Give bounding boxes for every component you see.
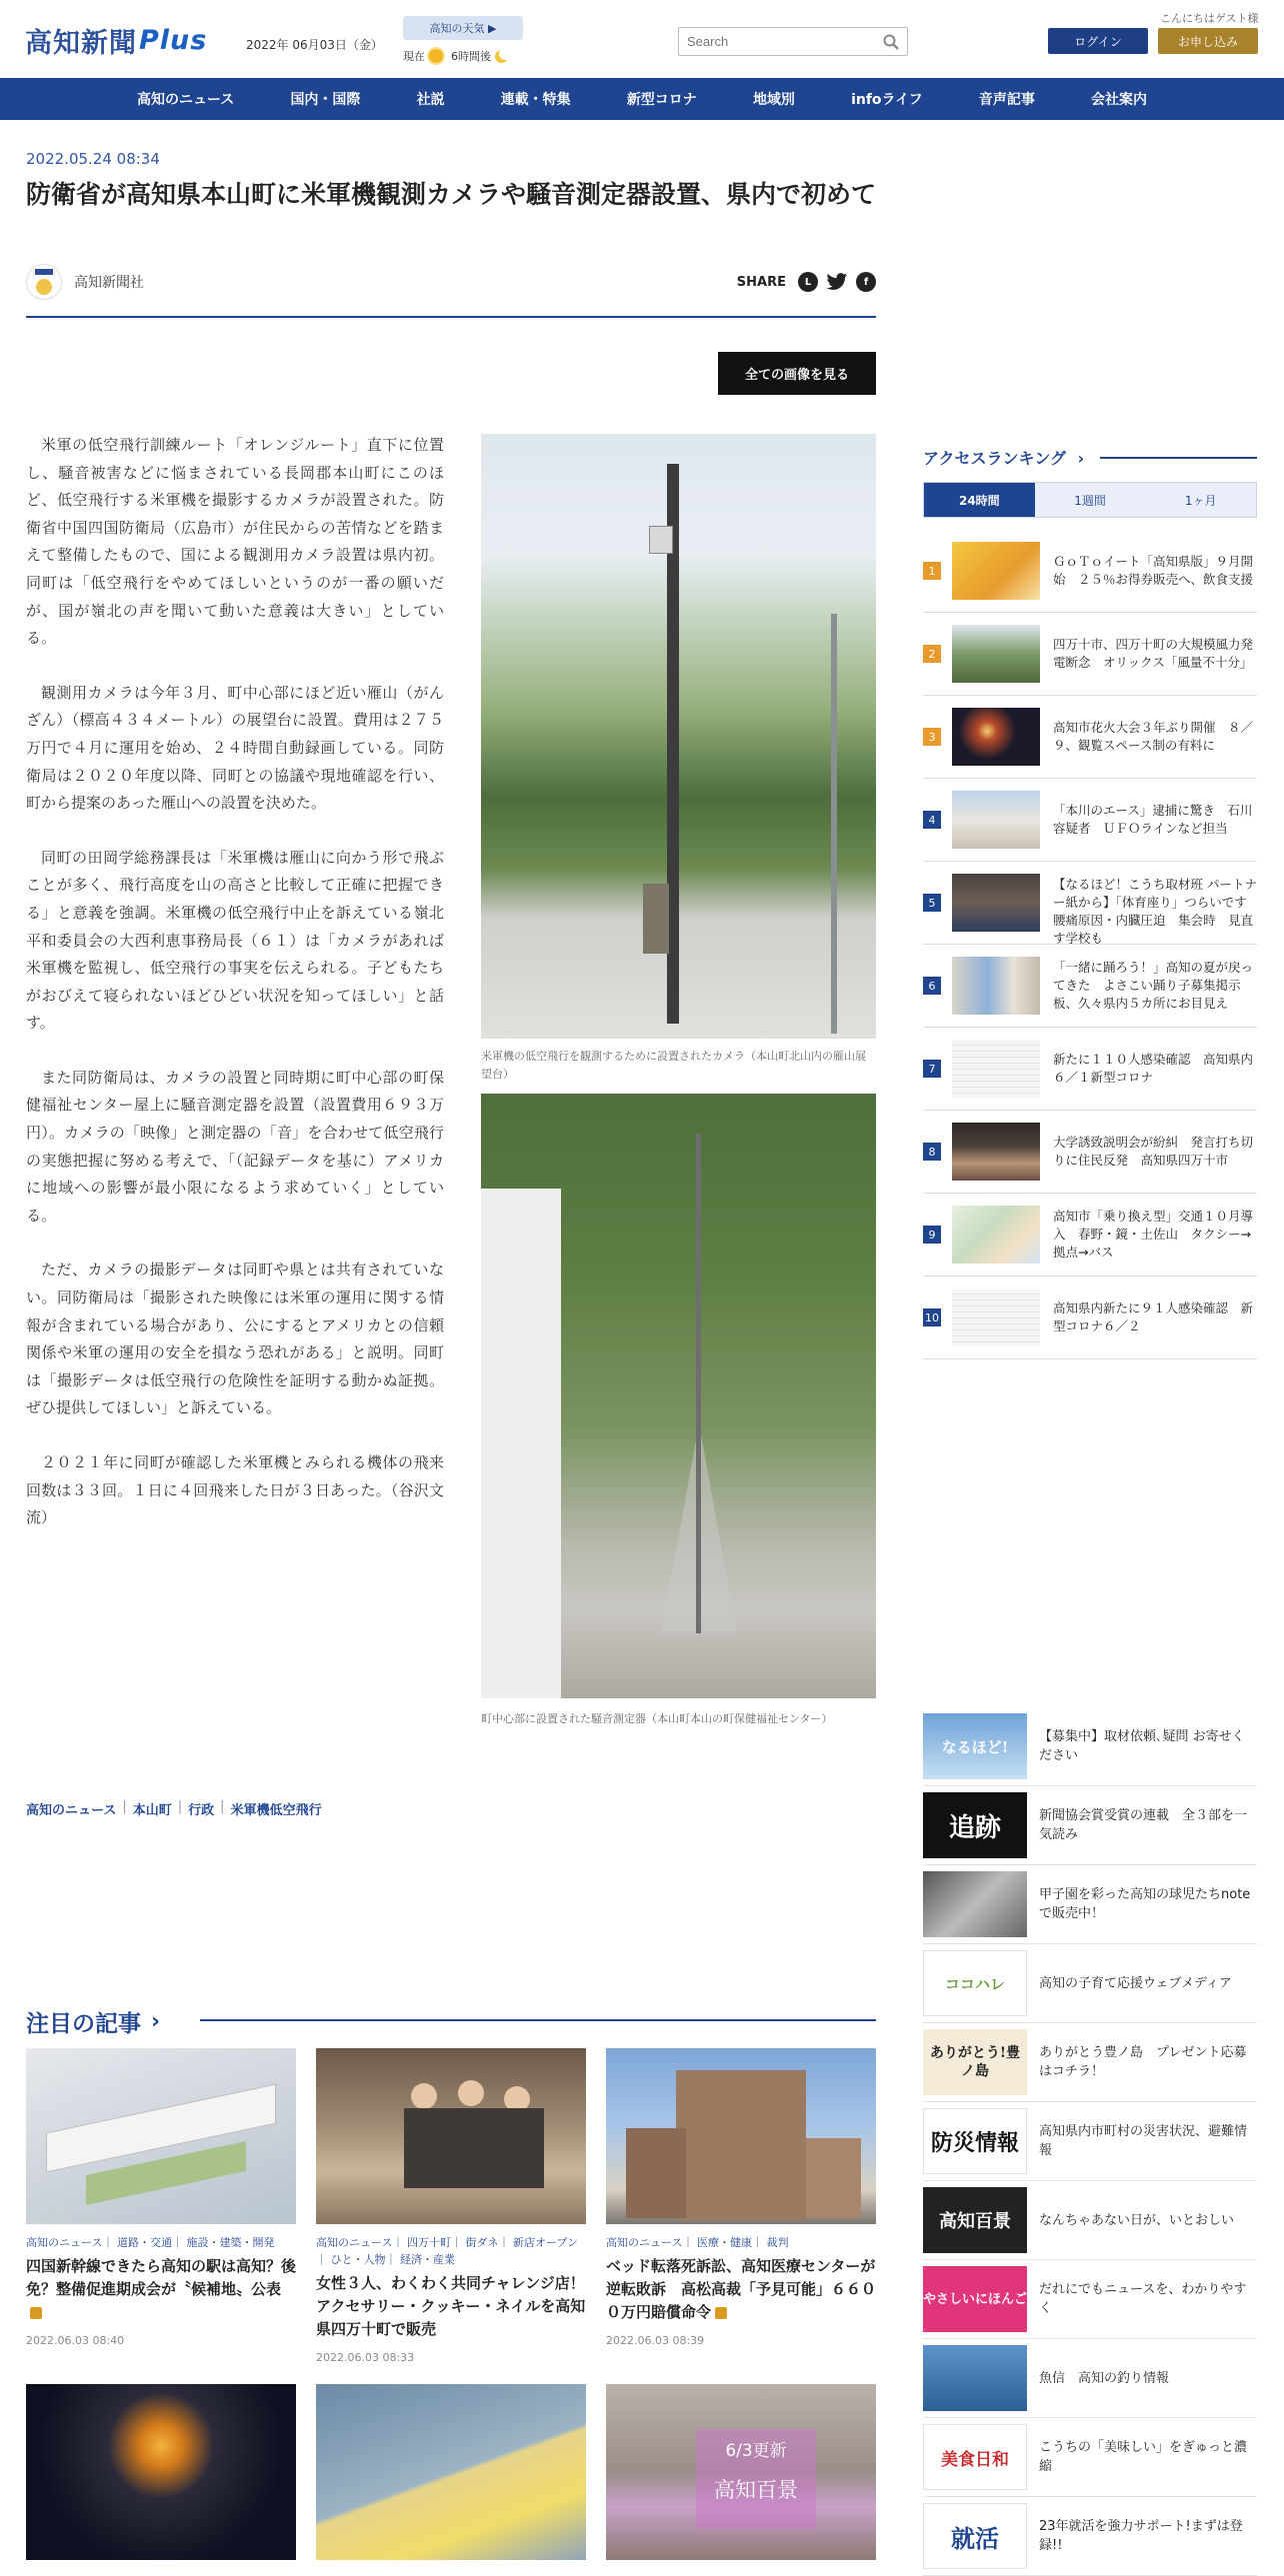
article-date: 2022.05.24 08:34	[26, 150, 160, 168]
banner-text: 高知県内市町村の災害状況、避難情報	[1039, 2124, 1248, 2158]
photo-electric-box	[643, 884, 669, 954]
banner-text: だれにでもニュースを、わかりやすく	[1039, 2282, 1247, 2316]
ranking-thumbnail	[952, 957, 1040, 1015]
featured-card[interactable]	[316, 2048, 586, 2364]
ranking-item[interactable]	[923, 1111, 1257, 1194]
banner-item[interactable]	[923, 2260, 1257, 2339]
banner-list	[923, 1707, 1257, 2576]
banner-thumbnail: なるほど!	[923, 1713, 1027, 1779]
rank-number: 6	[923, 977, 941, 995]
weather-later-label: 6時間後	[451, 50, 491, 63]
featured-card-image	[316, 2048, 586, 2224]
ranking-title: 「本川のエース」逮捕に驚き 石川容疑者 ＵＦＯラインなど担当	[1053, 803, 1253, 836]
logo-main: 高知新聞	[25, 27, 137, 59]
lock-icon	[30, 2307, 42, 2319]
banner-text: なんちゃあない日が、いとおしい	[1039, 2212, 1235, 2228]
tag-link[interactable]: 高知のニュース	[26, 1803, 117, 1818]
ranking-thumbnail	[952, 708, 1040, 766]
site-header	[0, 0, 1284, 78]
ranking-thumbnail	[952, 542, 1040, 600]
ranking-title: ＧｏＴｏイート「高知県版」９月開始 ２５％お得券販売へ、飲食支援	[1053, 554, 1254, 587]
rank-number: 5	[923, 894, 941, 912]
article-paragraph: 米軍の低空飛行訓練ルート「オレンジルート」直下に位置し、騒音被害などに悩まされている長岡郡本山町にこのほど、低空飛行する米軍機を撮影するカメラが設置された。防衛省中国四国防衛局（広島市）が住民からの苦情などを踏まえて整備したもので、国による観測用カメラ設置は県内初。同町は「低空飛行をやめてほしいというのが一番の願いだが、国が嶺北の声を聞いて動いた意義は大きい」としている。	[26, 436, 444, 648]
banner-text: 新聞協会賞受賞の連載 全３部を一気読み	[1039, 1808, 1248, 1842]
featured-card-categories: 高知のニュース｜ 道路・交通｜ 施設・建築・開発	[26, 2236, 275, 2249]
photo-pole	[831, 614, 837, 1034]
tab-24h[interactable]: 24時間	[924, 483, 1035, 517]
banner-item[interactable]	[923, 2497, 1257, 2576]
ranking-title: 高知県内新たに９１人感染確認 新型コロナ６／２	[1053, 1300, 1254, 1333]
article-photo-camera[interactable]	[481, 434, 876, 1039]
ranking-item[interactable]	[923, 945, 1257, 1028]
logo-plus: Plus	[139, 24, 208, 56]
ranking-heading[interactable]	[923, 446, 1084, 469]
card-overlay-update: 6/3更新	[725, 2441, 787, 2461]
featured-card[interactable]	[26, 2048, 296, 2347]
featured-heading[interactable]	[26, 2005, 160, 2038]
nav-item-kochi-news[interactable]: 高知のニュース	[137, 92, 235, 108]
sun-icon	[429, 49, 443, 63]
rank-number: 10	[923, 1308, 941, 1326]
banner-thumbnail: 就活	[923, 2503, 1027, 2569]
featured-heading-label: 注目の記事	[26, 2011, 141, 2037]
banner-item[interactable]	[923, 1786, 1257, 1865]
share-bar	[737, 272, 876, 292]
nav-item-region[interactable]: 地域別	[752, 92, 795, 108]
tab-1week[interactable]: 1週間	[1035, 483, 1146, 517]
banner-item[interactable]	[923, 2339, 1257, 2418]
nav-item-info-life[interactable]: infoライフ	[851, 92, 923, 108]
ranking-title: 大学誘致説明会が紛糾 発言打ち切りに住民反発 高知県四万十市	[1053, 1135, 1254, 1168]
header-date: 2022年 06月03日（金）	[246, 38, 383, 52]
ranking-heading-label: アクセスランキング	[923, 449, 1067, 468]
lock-icon	[715, 2307, 727, 2319]
search-box	[678, 27, 908, 56]
featured-card-categories: 高知のニュース｜ 医療・健康｜ 裁判	[606, 2236, 789, 2249]
featured-card[interactable]	[316, 2384, 586, 2560]
tag-separator: |	[122, 1799, 127, 1814]
banner-item[interactable]	[923, 1707, 1257, 1786]
ranking-title: 高知市花火大会３年ぶり開催 ８／９、観覧スペース制の有料に	[1053, 720, 1254, 753]
tag-link[interactable]: 本山町	[132, 1803, 172, 1818]
featured-card-title-text: ベッド転落死訴訟、高知医療センターが逆転敗訴 高松高裁「予見可能」６６００万円賠償命令	[606, 2257, 877, 2321]
banner-item[interactable]	[923, 1944, 1257, 2023]
article-tags	[26, 1799, 322, 1818]
ranking-thumbnail	[952, 791, 1040, 849]
banner-thumbnail: 防災情報	[923, 2108, 1027, 2174]
banner-thumbnail: 高知百景	[923, 2187, 1027, 2253]
nav-item-covid[interactable]: 新型コロナ	[626, 92, 697, 108]
banner-thumbnail: 美食日和	[923, 2424, 1027, 2490]
line-share-icon[interactable]: L	[798, 272, 818, 292]
publisher-logo-icon	[26, 264, 62, 300]
banner-thumbnail: ありがとう!豊ノ島	[923, 2029, 1027, 2095]
ranking-item[interactable]	[923, 1194, 1257, 1277]
featured-card-title	[316, 2272, 586, 2341]
rank-number: 1	[923, 562, 941, 580]
banner-item[interactable]	[923, 2181, 1257, 2260]
weather-forecast	[403, 48, 508, 64]
nav-item-company[interactable]: 会社案内	[1090, 92, 1147, 108]
banner-text: 甲子園を彩った高知の球児たちnoteで販売中！	[1039, 1887, 1251, 1921]
moon-icon	[495, 50, 508, 63]
rank-number: 9	[923, 1226, 941, 1244]
banner-thumbnail	[923, 1871, 1027, 1937]
login-button[interactable]: ログイン	[1048, 28, 1148, 54]
banner-text: こうちの「美味しい」をぎゅっと濃縮	[1039, 2440, 1248, 2474]
featured-card-date: 2022.06.03 08:40	[26, 2334, 125, 2347]
ranking-item[interactable]	[923, 1028, 1257, 1111]
article-title: 防衛省が高知県本山町に米軍機観測カメラや騒音測定器設置、県内で初めて	[26, 180, 877, 209]
featured-card-date: 2022.06.03 08:39	[606, 2334, 705, 2347]
ranking-item[interactable]	[923, 613, 1257, 696]
article-paragraph: ２０２１年に同町が確認した米軍機とみられる機体の飛来回数は３３回。１日に４回飛来した日が３日あった。（谷沢文流）	[26, 1453, 444, 1527]
banner-thumbnail: 追跡	[923, 1792, 1027, 1858]
banner-thumbnail: ココハレ	[923, 1950, 1027, 2016]
ranking-thumbnail	[952, 1288, 1040, 1346]
chevron-right-icon: ›	[151, 2009, 161, 2034]
ranking-thumbnail	[952, 1123, 1040, 1181]
ranking-list	[923, 530, 1260, 1359]
featured-card-categories: 高知のニュース｜ 四万十町｜ 街ダネ｜ 新店オープン｜ ひと・人物｜ 経済・産業	[316, 2236, 578, 2266]
photo-meter-mast	[696, 1134, 701, 1633]
ranking-item[interactable]	[923, 696, 1257, 779]
featured-card-image	[316, 2384, 586, 2560]
featured-divider	[200, 2019, 876, 2021]
featured-card-image	[606, 2384, 876, 2560]
rank-number: 2	[923, 645, 941, 663]
nav-item-domestic-intl[interactable]: 国内・国際	[290, 92, 361, 108]
featured-card-title	[26, 2255, 296, 2324]
article-divider	[26, 316, 876, 318]
ranking-title: 「一緒に踊ろう！」高知の夏が戻ってきた よさこい踊り子募集掲示板、久々県内５カ所にお目見え	[1053, 960, 1254, 1011]
banner-text: 23年就活を強力サポート!まずは登録!!	[1039, 2519, 1243, 2553]
ranking-title: 高知市「乗り換え型」交通１０月導入 春野・鏡・土佐山 タクシー→拠点→バス	[1053, 1209, 1254, 1260]
ranking-item[interactable]	[923, 779, 1257, 862]
article-paragraph: 観測用カメラは今年３月、町中心部にほど近い雁山（がんざん）（標高４３４メートル）の展望台に設置。費用は２７５万円で４月に運用を始め、２４時間自動録画している。同防衛局は２０２０年度以降、同町との協議や現地確認を行い、町から提案のあった雁山への設置を決めた。	[26, 683, 444, 813]
nav-item-editorial[interactable]: 社説	[416, 92, 445, 108]
rank-number: 3	[923, 728, 941, 746]
weather-link[interactable]: 高知の天気 ▶	[403, 16, 523, 40]
featured-card-image	[26, 2384, 296, 2560]
tab-1month[interactable]: 1ヶ月	[1145, 483, 1256, 517]
tag-link[interactable]: 米軍機低空飛行	[230, 1803, 322, 1818]
ranking-title: 【なるほど！こうち取材班 パートナー紙から】「体育座り」つらいです 腰痛原因・内臓圧迫 集会時 見直す学校も	[1053, 877, 1260, 946]
banner-item[interactable]	[923, 2023, 1257, 2102]
ranking-title: 四万十市、四万十町の大規模風力発電断念 オリックス「風量不十分」	[1053, 637, 1254, 670]
featured-card-title	[606, 2255, 876, 2324]
featured-card[interactable]	[26, 2384, 296, 2560]
ranking-item[interactable]	[923, 1277, 1257, 1359]
photo-camera-unit	[649, 526, 673, 554]
author-name: 高知新聞社	[74, 275, 144, 291]
apply-button[interactable]: お申し込み	[1158, 28, 1258, 54]
author-row	[26, 262, 876, 302]
site-logo[interactable]	[25, 22, 207, 58]
card-overlay-title: 高知百景	[714, 2478, 798, 2502]
photo-caption-2: 町中心部に設置された騒音測定器（本山町本山の町保健福祉センター）	[481, 1712, 833, 1725]
facebook-share-icon[interactable]: f	[856, 272, 876, 292]
featured-card-title-text: 四国新幹線できたら高知の駅は高知？後免？整備促進期成会が〝候補地〟公表	[26, 2257, 297, 2298]
article-paragraph: また同防衛局は、カメラの設置と同時期に町中心部の町保健福祉センター屋上に騒音測定器を設置（設置費用６９３万円）。カメラの「映像」と測定器の「音」を合わせて低空飛行の実態把握に努める考えで、「（記録データを基に）アメリカに地域への影響が最小限になるよう求めていく」としている。	[26, 1068, 444, 1225]
tag-link[interactable]: 行政	[188, 1803, 215, 1818]
nav-item-series[interactable]: 連載・特集	[500, 92, 571, 108]
banner-text: 魚信 高知の釣り情報	[1039, 2370, 1170, 2386]
tag-separator: |	[220, 1799, 225, 1814]
rank-number: 7	[923, 1060, 941, 1078]
ranking-thumbnail	[952, 1040, 1040, 1098]
article-paragraph: ただ、カメラの撮影データは同町や県とは共有されていない。同防衛局は「撮影された映像には米軍の運用に関する情報が含まれている場合があり、公にするとアメリカとの信頼関係や米軍の運用の安全を損なう恐れがある」と説明。同町は「撮影データは低空飛行の危険性を証明する動かぬ証拠。ぜひ提供してほしい」と訴えている。	[26, 1261, 444, 1417]
featured-card[interactable]	[606, 2384, 876, 2560]
ranking-title: 新たに１１０人感染確認 高知県内６／１新型コロナ	[1053, 1052, 1254, 1085]
article-paragraph: 同町の田岡学総務課長は「米軍機は雁山に向かう形で飛ぶことが多く、飛行高度を山の高さと比較して正確に把握できる」と意義を強調。米軍機の低空飛行中止を訴えている嶺北平和委員会の大西利恵事務局長（６１）は「カメラがあれば米軍機を監視し、低空飛行の事実を伝えられる。子どもたちがおびえて寝られないほどひどい状況を知ってほしい」と話す。	[26, 848, 444, 1033]
banner-thumbnail: やさしいにほんご	[923, 2266, 1027, 2332]
search-icon[interactable]	[883, 34, 899, 50]
rank-number: 4	[923, 811, 941, 829]
weather-now-label: 現在	[403, 50, 425, 63]
featured-card-image	[26, 2048, 296, 2224]
ranking-thumbnail	[952, 1206, 1040, 1264]
banner-item[interactable]	[923, 1865, 1257, 1944]
ranking-divider	[1100, 457, 1257, 459]
banner-item[interactable]	[923, 2418, 1257, 2497]
featured-card-date: 2022.06.03 08:33	[316, 2351, 415, 2364]
tag-separator: |	[177, 1799, 183, 1814]
rank-number: 8	[923, 1143, 941, 1161]
main-nav	[0, 78, 1284, 120]
twitter-share-icon[interactable]	[826, 272, 848, 292]
ranking-item[interactable]	[923, 862, 1260, 946]
photo-caption-1: 米軍機の低空飛行を観測するために設置されたカメラ（本山町北山内の雁山展望台）	[481, 1050, 866, 1081]
search-input[interactable]	[687, 28, 877, 55]
share-label: SHARE	[736, 274, 786, 290]
photo-building	[481, 1189, 561, 1698]
view-all-images-button[interactable]: 全ての画像を見る	[718, 352, 876, 395]
featured-card-title-text: 女性３人、わくわく共同チャレンジ店！アクセサリー・クッキー・ネイルを高知県四万十町で販売	[316, 2274, 586, 2338]
guest-greeting: こんにちはゲスト様	[1160, 12, 1259, 25]
ranking-thumbnail	[952, 625, 1040, 683]
banner-item[interactable]	[923, 2102, 1257, 2181]
banner-text: ありがとう豊ノ島 プレゼント応募はコチラ！	[1039, 2045, 1247, 2079]
ranking-thumbnail	[952, 874, 1040, 932]
ranking-item[interactable]	[923, 530, 1257, 613]
featured-card[interactable]	[606, 2048, 876, 2347]
nav-item-audio[interactable]: 音声記事	[978, 92, 1035, 108]
article-photo-noise-meter[interactable]	[481, 1094, 876, 1698]
ranking-tabs	[923, 482, 1257, 518]
banner-thumbnail	[923, 2345, 1027, 2411]
featured-card-image	[606, 2048, 876, 2224]
chevron-right-icon: ›	[1077, 449, 1085, 468]
banner-text: 高知の子育て応援ウェブメディア	[1039, 1975, 1232, 1991]
article-body	[26, 432, 444, 1559]
banner-text: 【募集中】取材依頼､疑問 お寄せください	[1039, 1729, 1245, 1763]
